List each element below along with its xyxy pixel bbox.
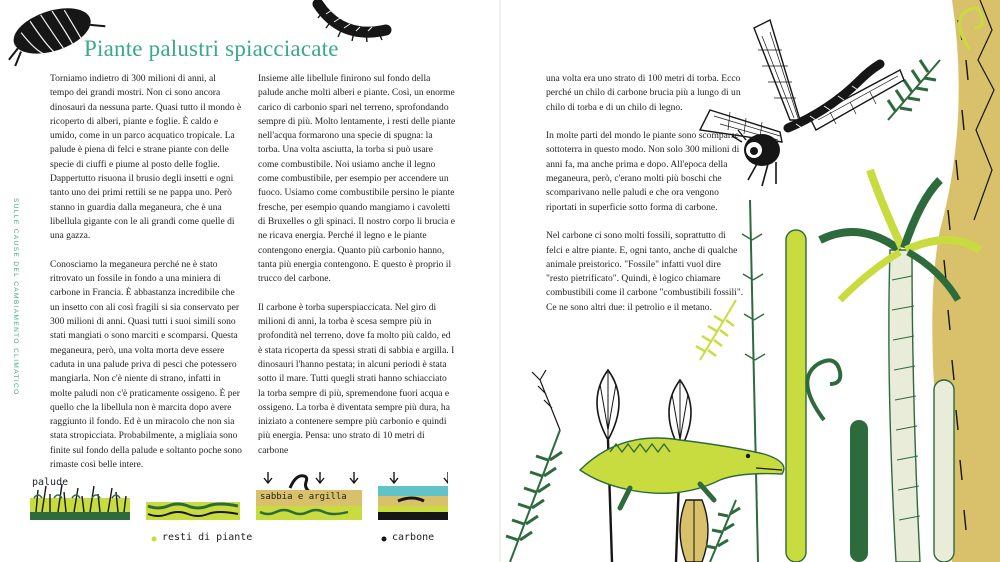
text-column-1 [50, 72, 242, 487]
text-column-3 [546, 72, 744, 329]
paragraph: Insieme alle libellule finirono sul fondo della palude anche molti alberi e piante. Così, un enorme carico di carbonio sparì nel terreno, sprofondando sempre di più. Molto lentamente, i resti delle piante nell'acqua formarono una specie di spugna: la torba. Una volta asciutta, la torba si può usare come combustibile. Noi usiamo anche il legno come combustibile, per esempio per accendere un fuoco. Usiamo come combustibile persino le piante fresche, per esempio quando mangiamo i cavoletti di Bruxelles o gli spinaci. Il nostro corpo li brucia e ne ricava energia. Perché il legno e le piante contengono energia. Quanto più carbonio hanno, tanta più energia contengono. E questo è proprio il trucco del carbone. [258, 73, 456, 285]
diagram-graphics [28, 468, 448, 560]
label-palude: palude [32, 477, 69, 488]
chapter-side-label: SULLE CAUSE DEL CAMBIAMENTO CLIMATICO [12, 198, 19, 396]
paragraph: Torniamo indietro di 300 milioni di anni, al tempo dei grandi mostri. Non ci sono ancora dinosauri da nessuna parte. Quasi tutto il mondo è ricoperto di alberi, piante e foglie. È caldo e umido, come in un parco acquatico tropicale. La palude è piena di felci e strane piante con delle specie di ciuffi e piume al posto delle foglie. Dappertutto risuona il brusio degli insetti e ogni tanto uno dei primi rettili se ne pappa uno. Però stanno in guardia dalla meganeura, che è una libellula gigante con le ali grandi come quelle di una gazza. [50, 73, 242, 242]
label-resti-di-piante: resti di piante [162, 532, 253, 543]
paragraph: una volta era uno strato di 100 metri di torba. Ecco perché un chilo di carbone brucia più a lungo di un chilo di torba e di un chilo di legno. [546, 73, 741, 113]
label-sabbia-e-argilla: sabbia e argilla [260, 492, 347, 502]
right-page [500, 0, 1000, 562]
paragraph: Il carbone è torba superspiaccicata. Nel giro di milioni di anni, la torba è scesa sempre più in profondità nel terreno, dove fa molto più caldo, ed è stata ricoperta da spessi strati di sabbia e argilla. I dinosauri l'hanno pestata; in alcuni periodi è stata sotto il mare. Tutti quegli strati hanno schiacciato la torba sempre di più, spremendone fuori acqua e ossigeno. La torba è diventata sempre più dura, ha iniziato a contenere sempre più carbonio e quindi più energia. Pensa: uno strato di 10 metri di carbone [258, 301, 455, 456]
label-carbone: carbone [392, 532, 435, 543]
paragraph: Nel carbone ci sono molti fossili, soprattutto di felci e altre piante. E, ogni tanto, anche di qualche animale preistorico. "Fossile" infatti vuol dire "resto pietrificato". Quindi, è logico chiamare combustibili come il carbone "combustibili fossili". Ce ne sono altri due: il petrolio e il metano. [546, 230, 744, 313]
coal-formation-diagram [28, 468, 448, 560]
text-column-2 [258, 72, 456, 472]
page-title: Piante palustri spiacciacate [84, 36, 339, 61]
paragraph: Conosciamo la meganeura perché ne è stato ritrovato un fossile in fondo a una miniera di carbone in Francia. È abbastanza incredibile che un insetto con ali così fragili si sia conservato per 300 milioni di anni. Quasi tutti i suoi simili sono stati mangiati o sono marciti e scomparsi. Questa meganeura, però, una volta morta deve essere caduta in una palude priva di pesci che potessero mangiarla. Non c'è niente di strano, infatti in molte paludi non c'è praticamente ossigeno. È per quello che la libellula non è marcita dopo avere raggiunto il fondo. Ed è un miracolo che non sia stata stropicciata. Probabilmente, a migliaia sono finite sul fondo della palude e soltanto poche sono rimaste così belle intere. [50, 258, 242, 471]
swamp-stage [30, 484, 130, 520]
paragraph: In molte parti del mondo le piante sono scomparse sottoterra in questo modo. Non solo 300 milioni di anni fa, ma anche prima e dopo. All'epoca della meganeura, però, c'erano molti più boschi che scomparivano nelle paludi e che ora vengono riportati in superficie sotto forma di carbone. [546, 130, 740, 213]
